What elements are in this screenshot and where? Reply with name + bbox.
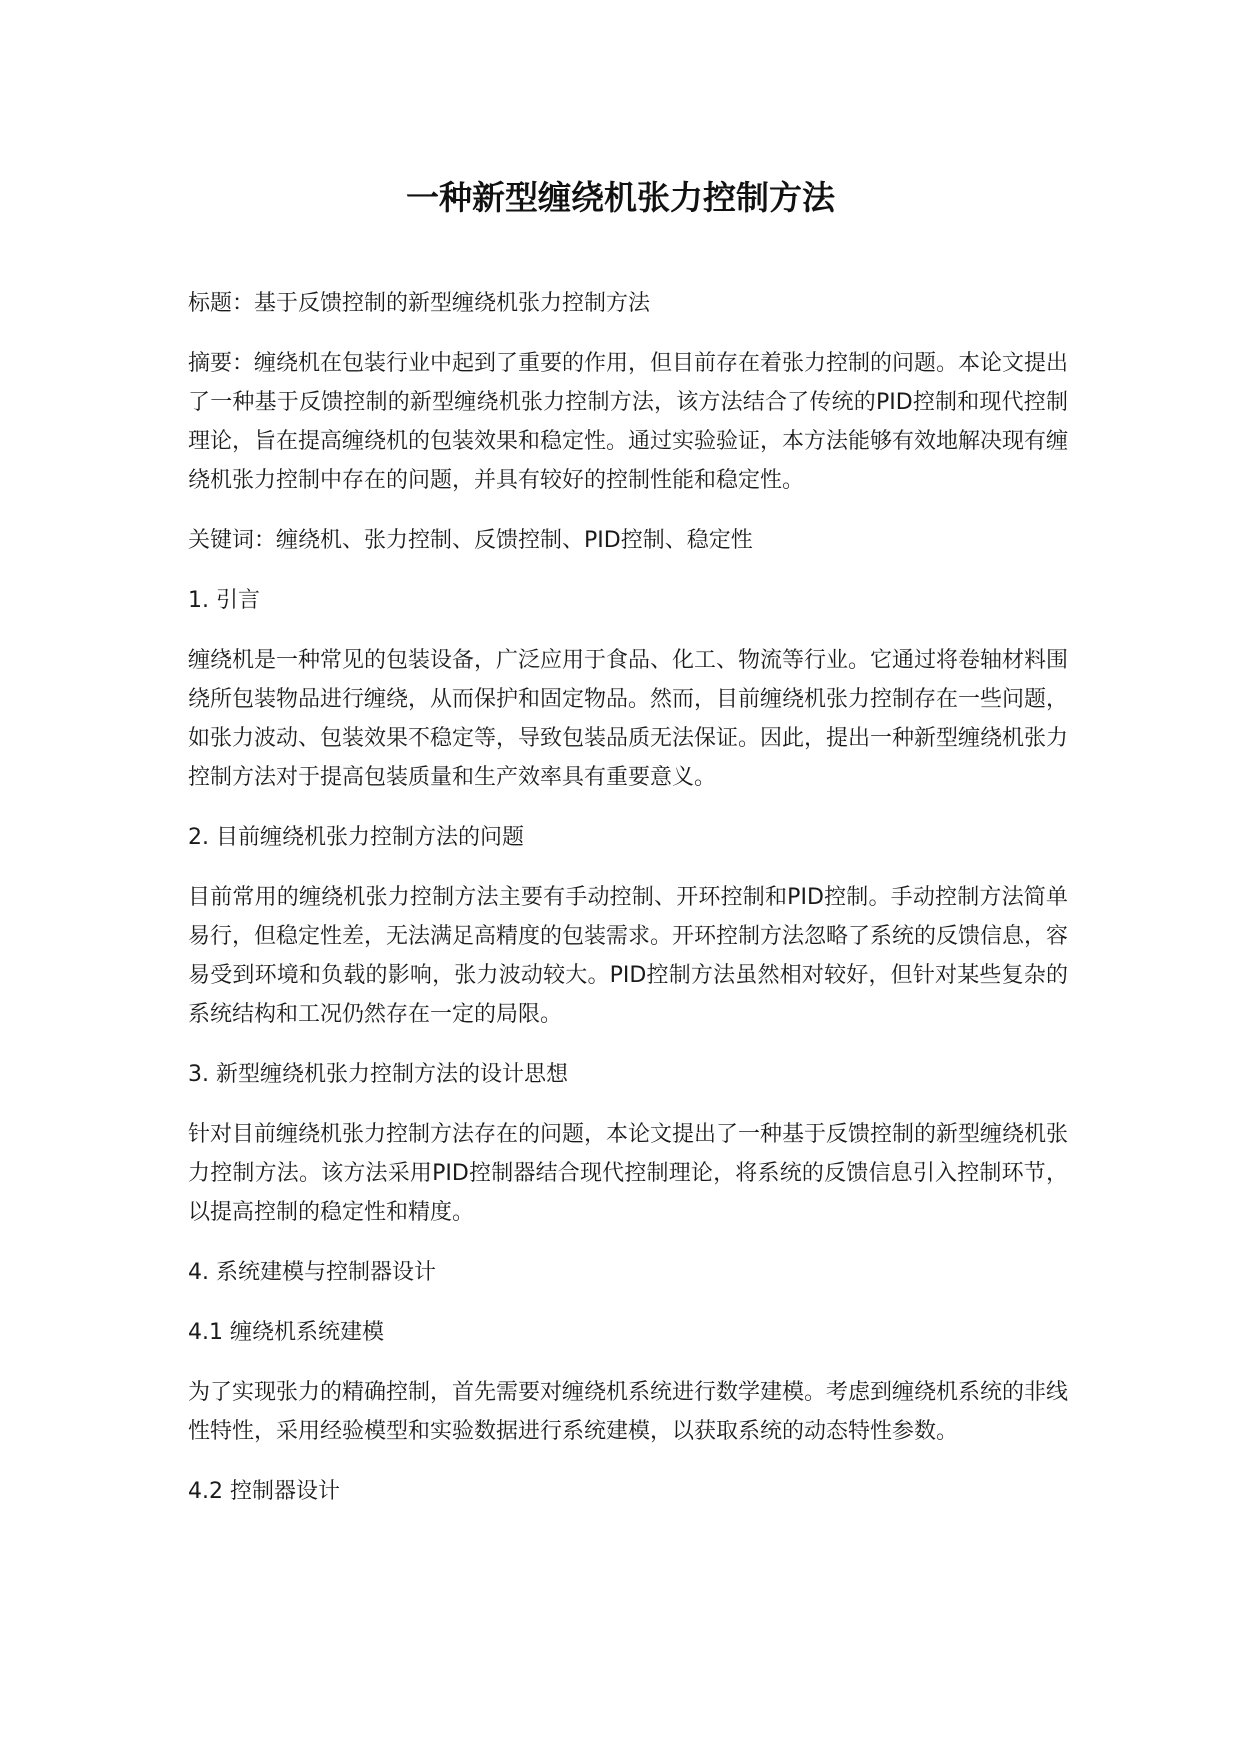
section-heading-modeling-and-design: 4. 系统建模与控制器设计: [188, 1260, 436, 1285]
document-title: 一种新型缠绕机张力控制方法: [406, 178, 835, 217]
section-body-design-idea: 针对目前缠绕机张力控制方法存在的问题，本论文提出了一种基于反馈控制的新型缠绕机张力控制方法。该方法采用PID控制器结合现代控制理论，将系统的反馈信息引入控制环节，以提高控制的稳定性和精度。: [188, 1122, 1069, 1225]
section-body-current-problems: 目前常用的缠绕机张力控制方法主要有手动控制、开环控制和PID控制。手动控制方法简单易行，但稳定性差，无法满足高精度的包装需求。开环控制方法忽略了系统的反馈信息，容易受到环境和负载的影响，张力波动较大。PID控制方法虽然相对较好，但针对某些复杂的系统结构和工况仍然存在一定的局限。: [188, 885, 1069, 1027]
document-body: [188, 284, 1068, 1532]
section-heading-system-modeling: 4.1 缠绕机系统建模: [188, 1320, 384, 1345]
keywords-line: 关键词：缠绕机、张力控制、反馈控制、PID控制、稳定性: [188, 528, 753, 553]
section-body-introduction: 缠绕机是一种常见的包装设备，广泛应用于食品、化工、物流等行业。它通过将卷轴材料围绕所包装物品进行缠绕，从而保护和固定物品。然而，目前缠绕机张力控制存在一些问题，如张力波动、包装效果不稳定等，导致包装品质无法保证。因此，提出一种新型缠绕机张力控制方法对于提高包装质量和生产效率具有重要意义。: [188, 648, 1069, 790]
section-heading-current-problems: 2. 目前缠绕机张力控制方法的问题: [188, 825, 524, 850]
section-body-system-modeling: 为了实现张力的精确控制，首先需要对缠绕机系统进行数学建模。考虑到缠绕机系统的非线性特性，采用经验模型和实验数据进行系统建模，以获取系统的动态特性参数。: [188, 1380, 1069, 1444]
section-heading-design-idea: 3. 新型缠绕机张力控制方法的设计思想: [188, 1062, 568, 1087]
subtitle-line: 标题：基于反馈控制的新型缠绕机张力控制方法: [188, 291, 651, 316]
section-heading-introduction: 1. 引言: [188, 588, 260, 613]
abstract-paragraph: 摘要：缠绕机在包装行业中起到了重要的作用，但目前存在着张力控制的问题。本论文提出了一种基于反馈控制的新型缠绕机张力控制方法，该方法结合了传统的PID控制和现代控制理论，旨在提高缠绕机的包装效果和稳定性。通过实验验证，本方法能够有效地解决现有缠绕机张力控制中存在的问题，并具有较好的控制性能和稳定性。: [188, 351, 1069, 493]
section-heading-controller-design: 4.2 控制器设计: [188, 1479, 340, 1504]
